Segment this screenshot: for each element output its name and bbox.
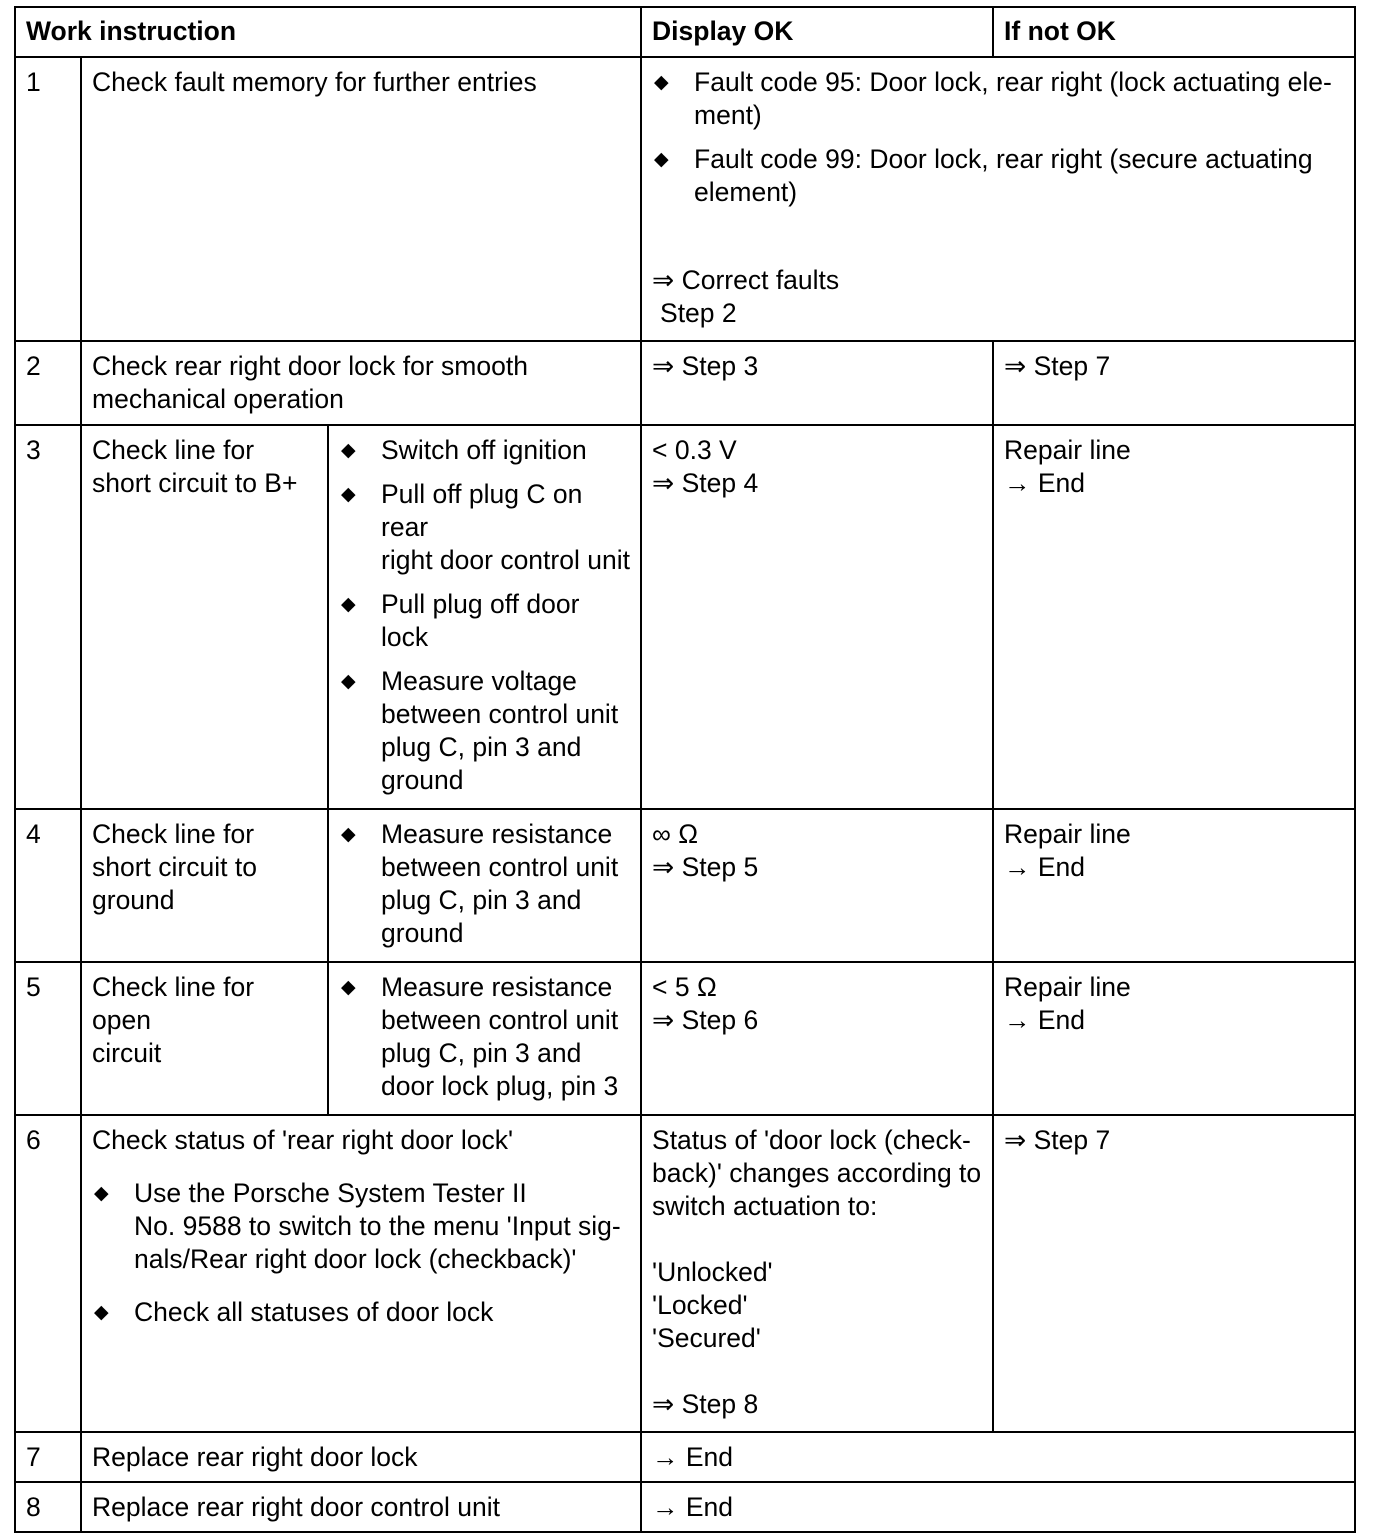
- table-row: [15, 341, 1355, 425]
- step-number: 7: [15, 1432, 81, 1482]
- display-cell: Status of 'door lock (check- back)' changes according to switch actuation to: 'Unlocked' 'Locked' 'Secured' ⇒ Step 8: [641, 1115, 993, 1432]
- step-number: 5: [15, 962, 81, 1115]
- step-number: 3: [15, 425, 81, 809]
- step-number: 4: [15, 809, 81, 962]
- bullet-item: ◆ Use the Porsche System Tester II No. 9588 to switch to the menu 'Input sig- nals/Rear right door lock (checkback)': [94, 1178, 621, 1274]
- table-row: [15, 1482, 1355, 1532]
- bullet-item: ◆ Measure resistance between control unit plug C, pin 3 and door lock plug, pin 3: [341, 972, 619, 1101]
- display-cell: ⇒ Step 3: [641, 341, 993, 425]
- procedure-cell: [328, 962, 641, 1115]
- next-step: ⇒ Step 8: [652, 1389, 759, 1419]
- header-display-ok: Display OK: [641, 7, 993, 57]
- diamond-bullet-icon: ◆: [341, 671, 356, 692]
- table-row: [15, 1115, 1355, 1432]
- header-work-instruction: Work instruction: [15, 7, 641, 57]
- instruction-cell: Replace rear right door control unit: [81, 1482, 641, 1532]
- table-row: [15, 425, 1355, 809]
- not-ok-cell: Repair line → End: [993, 962, 1355, 1115]
- diamond-bullet-icon: ◆: [654, 149, 669, 170]
- display-cell: → End: [641, 1482, 1355, 1532]
- not-ok-cell: ⇒ Step 7: [993, 341, 1355, 425]
- instruction-cell: Check line for open circuit: [81, 962, 328, 1115]
- work-instruction-table: [14, 6, 1356, 1533]
- diamond-bullet-icon: ◆: [341, 440, 356, 461]
- display-cell: [641, 57, 1355, 341]
- display-cell: → End: [641, 1432, 1355, 1482]
- not-ok-cell: ⇒ Step 7: [993, 1115, 1355, 1432]
- step-number: 8: [15, 1482, 81, 1532]
- instruction-cell: Replace rear right door lock: [81, 1432, 641, 1482]
- status-option: 'Unlocked': [652, 1257, 773, 1287]
- step-number: 2: [15, 341, 81, 425]
- instruction-cell: Check rear right door lock for smooth mechanical operation: [81, 341, 641, 425]
- bullet-item: ◆ Pull off plug C on rear right door control unit: [341, 479, 630, 575]
- status-option: 'Secured': [652, 1323, 761, 1353]
- next-step: Step 2: [660, 298, 737, 328]
- bullet-item: ◆ Measure voltage between control unit plug C, pin 3 and ground: [341, 666, 619, 795]
- instruction-cell: Check fault memory for further entries: [81, 57, 641, 341]
- instruction-heading: Check status of 'rear right door lock': [92, 1125, 514, 1155]
- instruction-cell: [81, 1115, 641, 1432]
- status-option: 'Locked': [652, 1290, 748, 1320]
- diamond-bullet-icon: ◆: [94, 1302, 109, 1323]
- step-number: 1: [15, 57, 81, 341]
- action-text: ⇒ Correct faults: [652, 265, 840, 295]
- instruction-cell: Check line for short circuit to ground: [81, 809, 328, 962]
- not-ok-cell: Repair line → End: [993, 425, 1355, 809]
- display-cell: ∞ Ω ⇒ Step 5: [641, 809, 993, 962]
- diamond-bullet-icon: ◆: [94, 1183, 109, 1204]
- diamond-bullet-icon: ◆: [341, 594, 356, 615]
- diamond-bullet-icon: ◆: [341, 484, 356, 505]
- procedure-cell: [328, 425, 641, 809]
- bullet-item: ◆ Switch off ignition: [341, 435, 587, 465]
- header-row: [15, 7, 1355, 57]
- diamond-bullet-icon: ◆: [341, 824, 356, 845]
- diamond-bullet-icon: ◆: [341, 977, 356, 998]
- bullet-item: ◆ Fault code 99: Door lock, rear right (secure actuating element): [654, 144, 1313, 207]
- table-row: [15, 962, 1355, 1115]
- not-ok-cell: Repair line → End: [993, 809, 1355, 962]
- table-row: [15, 809, 1355, 962]
- procedure-cell: [328, 809, 641, 962]
- bullet-item: ◆ Pull plug off door lock: [341, 589, 580, 652]
- table-row: [15, 1432, 1355, 1482]
- bullet-item: ◆ Measure resistance between control unit plug C, pin 3 and ground: [341, 819, 619, 948]
- table-row: [15, 57, 1355, 341]
- bullet-item: ◆ Check all statuses of door lock: [94, 1297, 494, 1327]
- diamond-bullet-icon: ◆: [654, 72, 669, 93]
- bullet-item: ◆ Fault code 95: Door lock, rear right (lock actuating ele- ment): [654, 67, 1332, 130]
- instruction-cell: Check line for short circuit to B+: [81, 425, 328, 809]
- header-if-not-ok: If not OK: [993, 7, 1355, 57]
- display-cell: < 5 Ω ⇒ Step 6: [641, 962, 993, 1115]
- step-number: 6: [15, 1115, 81, 1432]
- display-cell: < 0.3 V ⇒ Step 4: [641, 425, 993, 809]
